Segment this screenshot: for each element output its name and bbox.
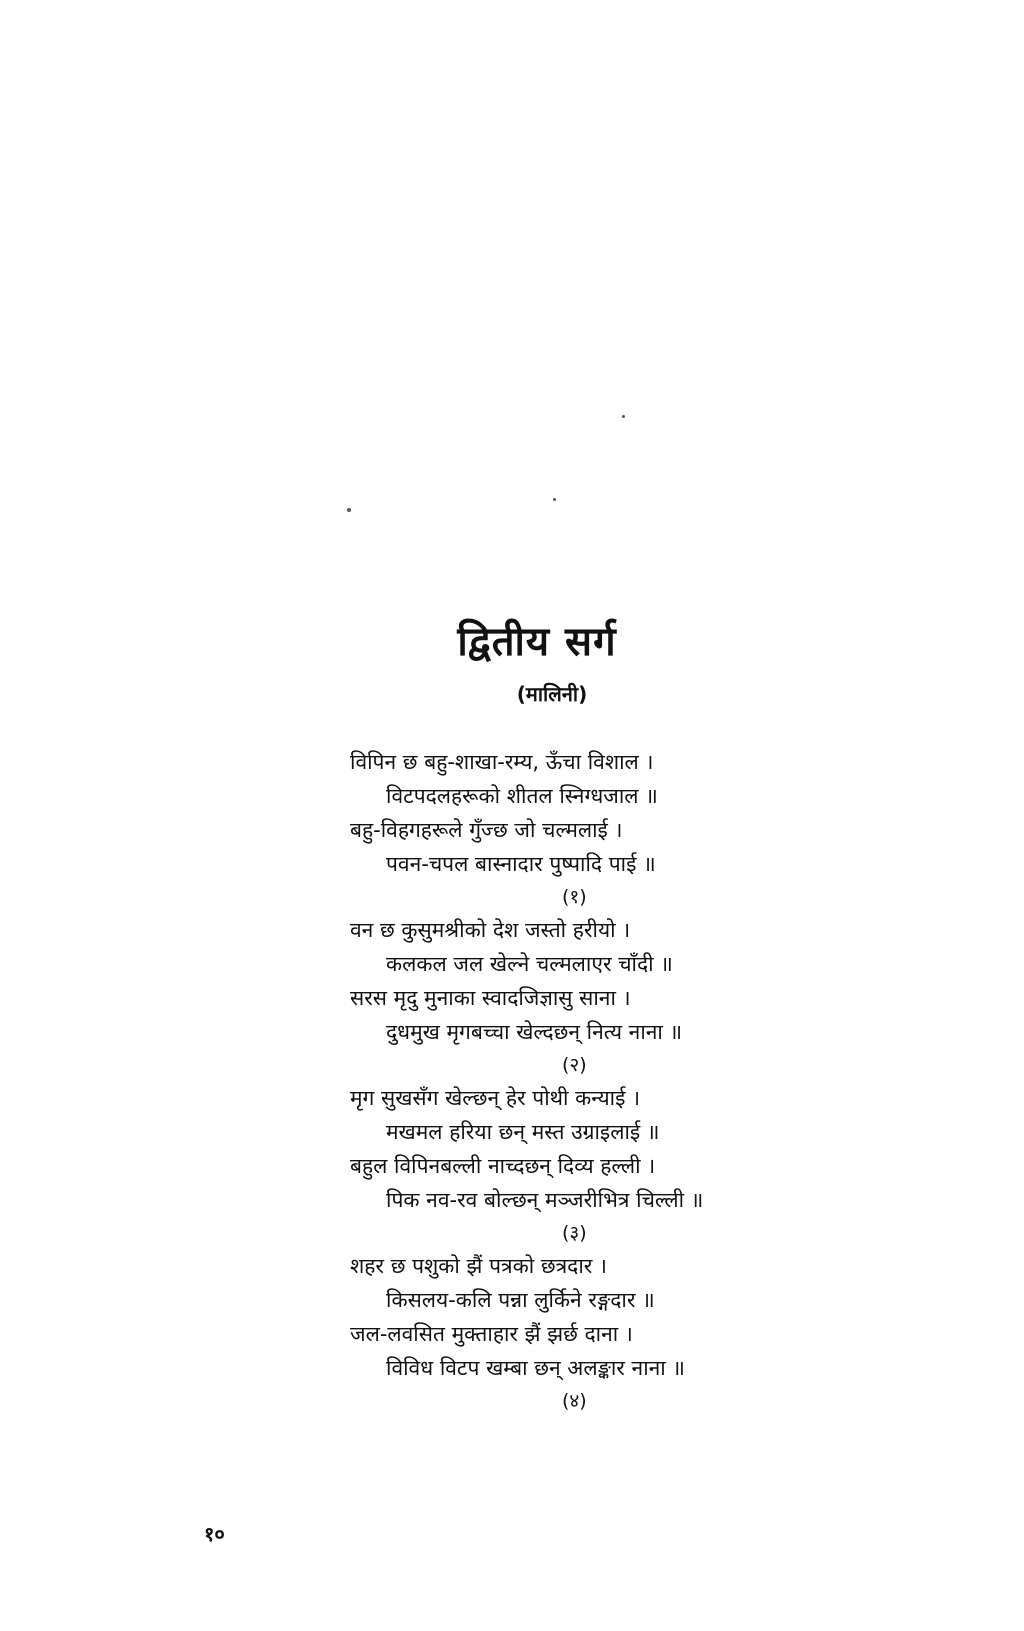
verse-line: विटपदलहरूको शीतल स्निग्धजाल ॥ xyxy=(386,784,658,808)
verse-line: जल-लवसित मुक्ताहार झैं झर्छ दाना । xyxy=(350,1322,633,1346)
print-speck xyxy=(347,508,351,512)
verse-line: कलकल जल खेल्ने चल्मलाएर चाँदी ॥ xyxy=(386,952,673,976)
stanza-number: (२) xyxy=(562,1054,587,1076)
stanza xyxy=(350,1249,810,1417)
stanza xyxy=(350,1081,810,1249)
stanza xyxy=(350,913,810,1081)
verse-line: सरस मृदु मुनाका स्वादजिज्ञासु साना । xyxy=(350,986,631,1010)
verse-line: बहु-विहगहरूले गुँज्छ जो चल्मलाई । xyxy=(350,818,623,842)
stanza-number: (१) xyxy=(562,886,587,908)
stanza-number: (४) xyxy=(562,1390,587,1412)
meter-name: (मालिनी) xyxy=(516,682,588,706)
verse-line: विपिन छ बहु-शाखा-रम्य, ऊँचा विशाल । xyxy=(350,750,654,774)
verse-line: पिक नव-रव बोल्छन् मञ्जरीभित्र चिल्ली ॥ xyxy=(386,1188,704,1212)
verse-line: वन छ कुसुमश्रीको देश जस्तो हरीयो । xyxy=(350,918,631,942)
stanza-number: (३) xyxy=(562,1222,587,1244)
verse-line: विविध विटप खम्बा छन् अलङ्कार नाना ॥ xyxy=(386,1356,686,1380)
verse-line: मखमल हरिया छन् मस्त उग्राइलाई ॥ xyxy=(386,1120,660,1144)
poem xyxy=(350,745,810,1417)
print-speck xyxy=(553,498,556,501)
verse-line: शहर छ पशुको झैं पत्रको छत्रदार । xyxy=(350,1254,607,1278)
chapter-title: द्वितीय सर्ग xyxy=(457,619,617,665)
verse-line: मृग सुखसँग खेल्छन् हेर पोथी कन्याई । xyxy=(350,1086,641,1110)
page-number: १० xyxy=(204,1522,225,1546)
verse-line: दुधमुख मृगबच्चा खेल्दछन् नित्य नाना ॥ xyxy=(386,1020,683,1044)
print-speck xyxy=(622,415,625,418)
verse-line: पवन-चपल बास्नादार पुष्पादि पाई ॥ xyxy=(386,852,656,876)
stanza xyxy=(350,745,810,913)
verse-line: बहुल विपिनबल्ली नाच्दछन् दिव्य हल्ली । xyxy=(350,1154,656,1178)
verse-line: किसलय-कलि पन्ना लुर्किने रङ्गदार ॥ xyxy=(386,1288,655,1312)
